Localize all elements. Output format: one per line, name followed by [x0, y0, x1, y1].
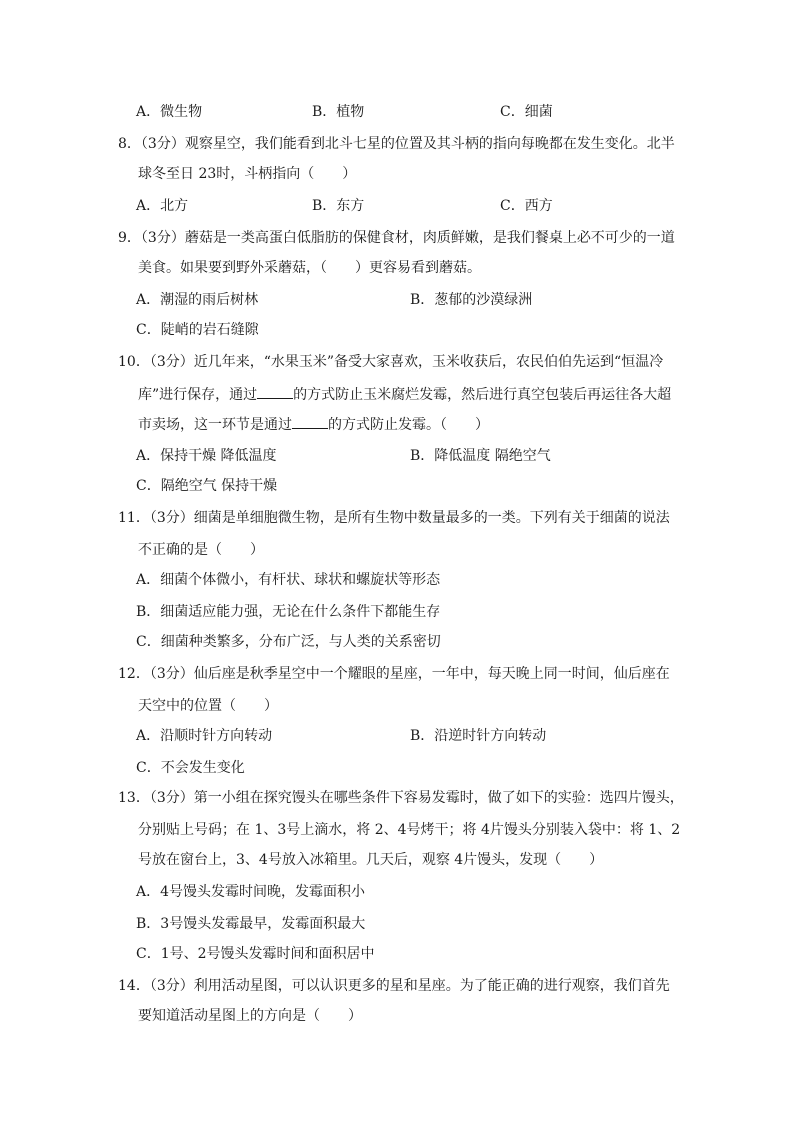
q13-option-a: A．4号馒头发霉时间晚，发霉面积小 [136, 884, 366, 900]
q10-line3-post: 的方式防止发霉。（ ） [328, 417, 489, 433]
q8-stem-line2: 球冬至日 23时，斗柄指向（ ） [138, 166, 357, 182]
q10-option-c: C．隔绝空气 保持干燥 [136, 478, 278, 494]
q11-option-c: C．细菌种类繁多，分布广泛，与人类的关系密切 [136, 634, 441, 650]
q13-stem-line3: 号放在窗台上，3、4号放入冰箱里。几天后，观察 4片馒头，发现（ ） [138, 852, 604, 868]
q10-blank-2 [292, 414, 328, 429]
q8-option-a: A．北方 [136, 198, 189, 214]
q10-stem-line3 [138, 414, 489, 434]
q8-option-b: B．东方 [312, 198, 365, 214]
q12-option-a: A．沿顺时针方向转动 [136, 728, 273, 744]
q7-option-c: C．细菌 [500, 104, 553, 120]
q7-option-a: A．微生物 [136, 104, 203, 120]
q10-line2-pre: 库”进行保存，通过 [138, 387, 258, 403]
q11-stem-line1: 11．（3分）细菌是单细胞微生物，是所有生物中数量最多的一类。下列有关于细菌的说法 [118, 510, 670, 526]
q10-line2-post: 的方式防止玉米腐烂发霉，然后进行真空包装后再运往各大超 [293, 387, 672, 403]
q10-option-b: B．降低温度 隔绝空气 [410, 448, 551, 464]
q8-option-c: C．西方 [500, 198, 553, 214]
q14-stem-line2: 要知道活动星图上的方向是（ ） [138, 1008, 362, 1024]
q8-stem-line1: 8．（3分）观察星空，我们能看到北斗七星的位置及其斗柄的指向每晚都在发生变化。北半 [118, 136, 675, 152]
q10-option-a: A．保持干燥 降低温度 [136, 448, 277, 464]
q9-option-b: B．葱郁的沙漠绿洲 [410, 292, 533, 308]
q13-option-b: B．3号馒头发霉最早，发霉面积最大 [136, 916, 366, 932]
q13-stem-line1: 13．（3分）第一小组在探究馒头在哪些条件下容易发霉时，做了如下的实验：选四片馒头， [118, 790, 684, 806]
q9-stem-line2: 美食。如果要到野外采蘑菇，（ ）更容易看到蘑菇。 [138, 260, 481, 276]
q11-option-a: A．细菌个体微小，有杆状、球状和螺旋状等形态 [136, 572, 441, 588]
q12-option-b: B．沿逆时针方向转动 [410, 728, 547, 744]
q10-stem-line1: 10．（3分）近几年来，“水果玉米”备受大家喜欢，玉米收获后，农民伯伯先运到“恒温冷 [118, 354, 664, 370]
q11-stem-line2: 不正确的是（ ） [138, 542, 264, 558]
q14-stem-line1: 14．（3分）利用活动星图，可以认识更多的星和星座。为了能正确的进行观察，我们首先 [118, 978, 670, 994]
q12-stem-line2: 天空中的位置（ ） [138, 698, 278, 714]
q12-stem-line1: 12．（3分）仙后座是秋季星空中一个耀眼的星座，一年中，每天晚上同一时间，仙后座在 [118, 666, 670, 682]
q9-stem-line1: 9．（3分）蘑菇是一类高蛋白低脂肪的保健食材，肉质鲜嫩，是我们餐桌上必不可少的一道 [118, 230, 675, 246]
q13-option-c: C．1号、2号馒头发霉时间和面积居中 [136, 946, 375, 962]
q11-option-b: B．细菌适应能力强，无论在什么条件下都能生存 [136, 604, 441, 620]
q9-option-a: A．潮湿的雨后树林 [136, 292, 259, 308]
q10-blank-1 [257, 384, 293, 399]
q7-option-b: B．植物 [312, 104, 365, 120]
q13-stem-line2: 分别贴上号码；在 1、3号上滴水，将 2、4号烤干；将 4片馒头分别装入袋中：将 1、2 [138, 822, 681, 838]
q12-option-c: C．不会发生变化 [136, 760, 245, 776]
q10-stem-line2 [138, 384, 671, 404]
q10-line3-pre: 市卖场，这一环节是通过 [138, 417, 292, 433]
q9-option-c: C．陡峭的岩石缝隙 [136, 322, 259, 338]
